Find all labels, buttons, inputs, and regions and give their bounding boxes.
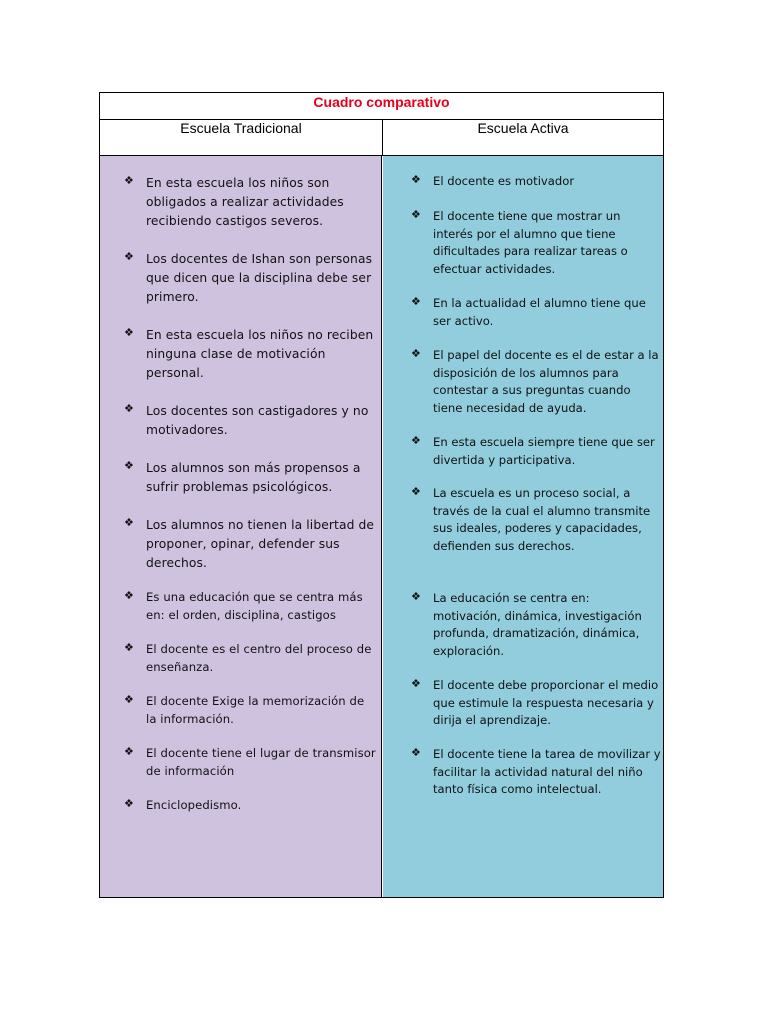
diamond-bullet-icon: ❖ <box>411 677 421 690</box>
diamond-bullet-icon: ❖ <box>411 295 421 308</box>
diamond-bullet-icon: ❖ <box>124 589 134 602</box>
diamond-bullet-icon: ❖ <box>411 746 421 759</box>
diamond-bullet-icon: ❖ <box>124 693 134 706</box>
diamond-bullet-icon: ❖ <box>124 402 134 415</box>
diamond-bullet-icon: ❖ <box>124 516 134 529</box>
comparison-table <box>99 92 664 898</box>
diamond-bullet-icon: ❖ <box>124 250 134 263</box>
header-escuela-activa: Escuela Activa <box>477 120 569 136</box>
diamond-bullet-icon: ❖ <box>411 590 421 603</box>
diamond-bullet-icon: ❖ <box>124 326 134 339</box>
header-escuela-tradicional: Escuela Tradicional <box>100 119 383 156</box>
body-row <box>100 156 663 897</box>
diamond-bullet-icon: ❖ <box>411 173 421 186</box>
diamond-bullet-icon: ❖ <box>124 459 134 472</box>
column-activa: ❖ El docente es motivador ❖ El docente tiene que mostrar un interés por el alumno que tiene dificultades para realizar tareas o efectuar actividades. ❖ En la actualidad el alumno tiene que ser activo. ❖ El papel del docente es el de estar a la disposición de los alumnos para contestar a sus preguntas cuando tiene necesidad de ayuda. ❖ En esta escuela siempre tiene que ser divertida y participativa. ❖ La escuela es un proceso social, a través de la cual el alumno transmite sus ideales, poderes y capacidades, defienden sus derechos. ❖ La educación se centra en: motivación, dinámica, investigación profunda, dramatización, dinámica, exploración. ❖ El docente debe proporcionar el medio que estimule la respuesta necesaria y dirija el aprendizaje. ❖ El docente tiene la tarea de movilizar y facilitar la actividad natural del niño tanto física como intelectual. <box>383 156 663 897</box>
diamond-bullet-icon: ❖ <box>124 745 134 758</box>
diamond-bullet-icon: ❖ <box>411 208 421 221</box>
column-tradicional: ❖ En esta escuela los niños son obligados a realizar actividades recibiendo castigos severos. ❖ Los docentes de Ishan son personas que dicen que la disciplina debe ser primero. ❖ En esta escuela los niños no reciben ninguna clase de motivación personal. ❖ Los docentes son castigadores y no motivadores. ❖ Los alumnos son más propensos a sufrir problemas psicológicos. ❖ Los alumnos no tienen la libertad de proponer, opinar, defender sus derechos. ❖ Es una educación que se centra más en: el orden, disciplina, castigos ❖ El docente es el centro del proceso de enseñanza. ❖ El docente Exige la memorización de la información. ❖ El docente tiene el lugar de transmisor de información ❖ Enciclopedismo. <box>100 156 382 897</box>
table-title: Cuadro comparativo <box>100 93 663 120</box>
diamond-bullet-icon: ❖ <box>411 434 421 447</box>
diamond-bullet-icon: ❖ <box>124 174 134 187</box>
diamond-bullet-icon: ❖ <box>411 347 421 360</box>
diamond-bullet-icon: ❖ <box>124 641 134 654</box>
diamond-bullet-icon: ❖ <box>411 485 421 498</box>
diamond-bullet-icon: ❖ <box>124 797 134 810</box>
header-row <box>100 119 663 156</box>
